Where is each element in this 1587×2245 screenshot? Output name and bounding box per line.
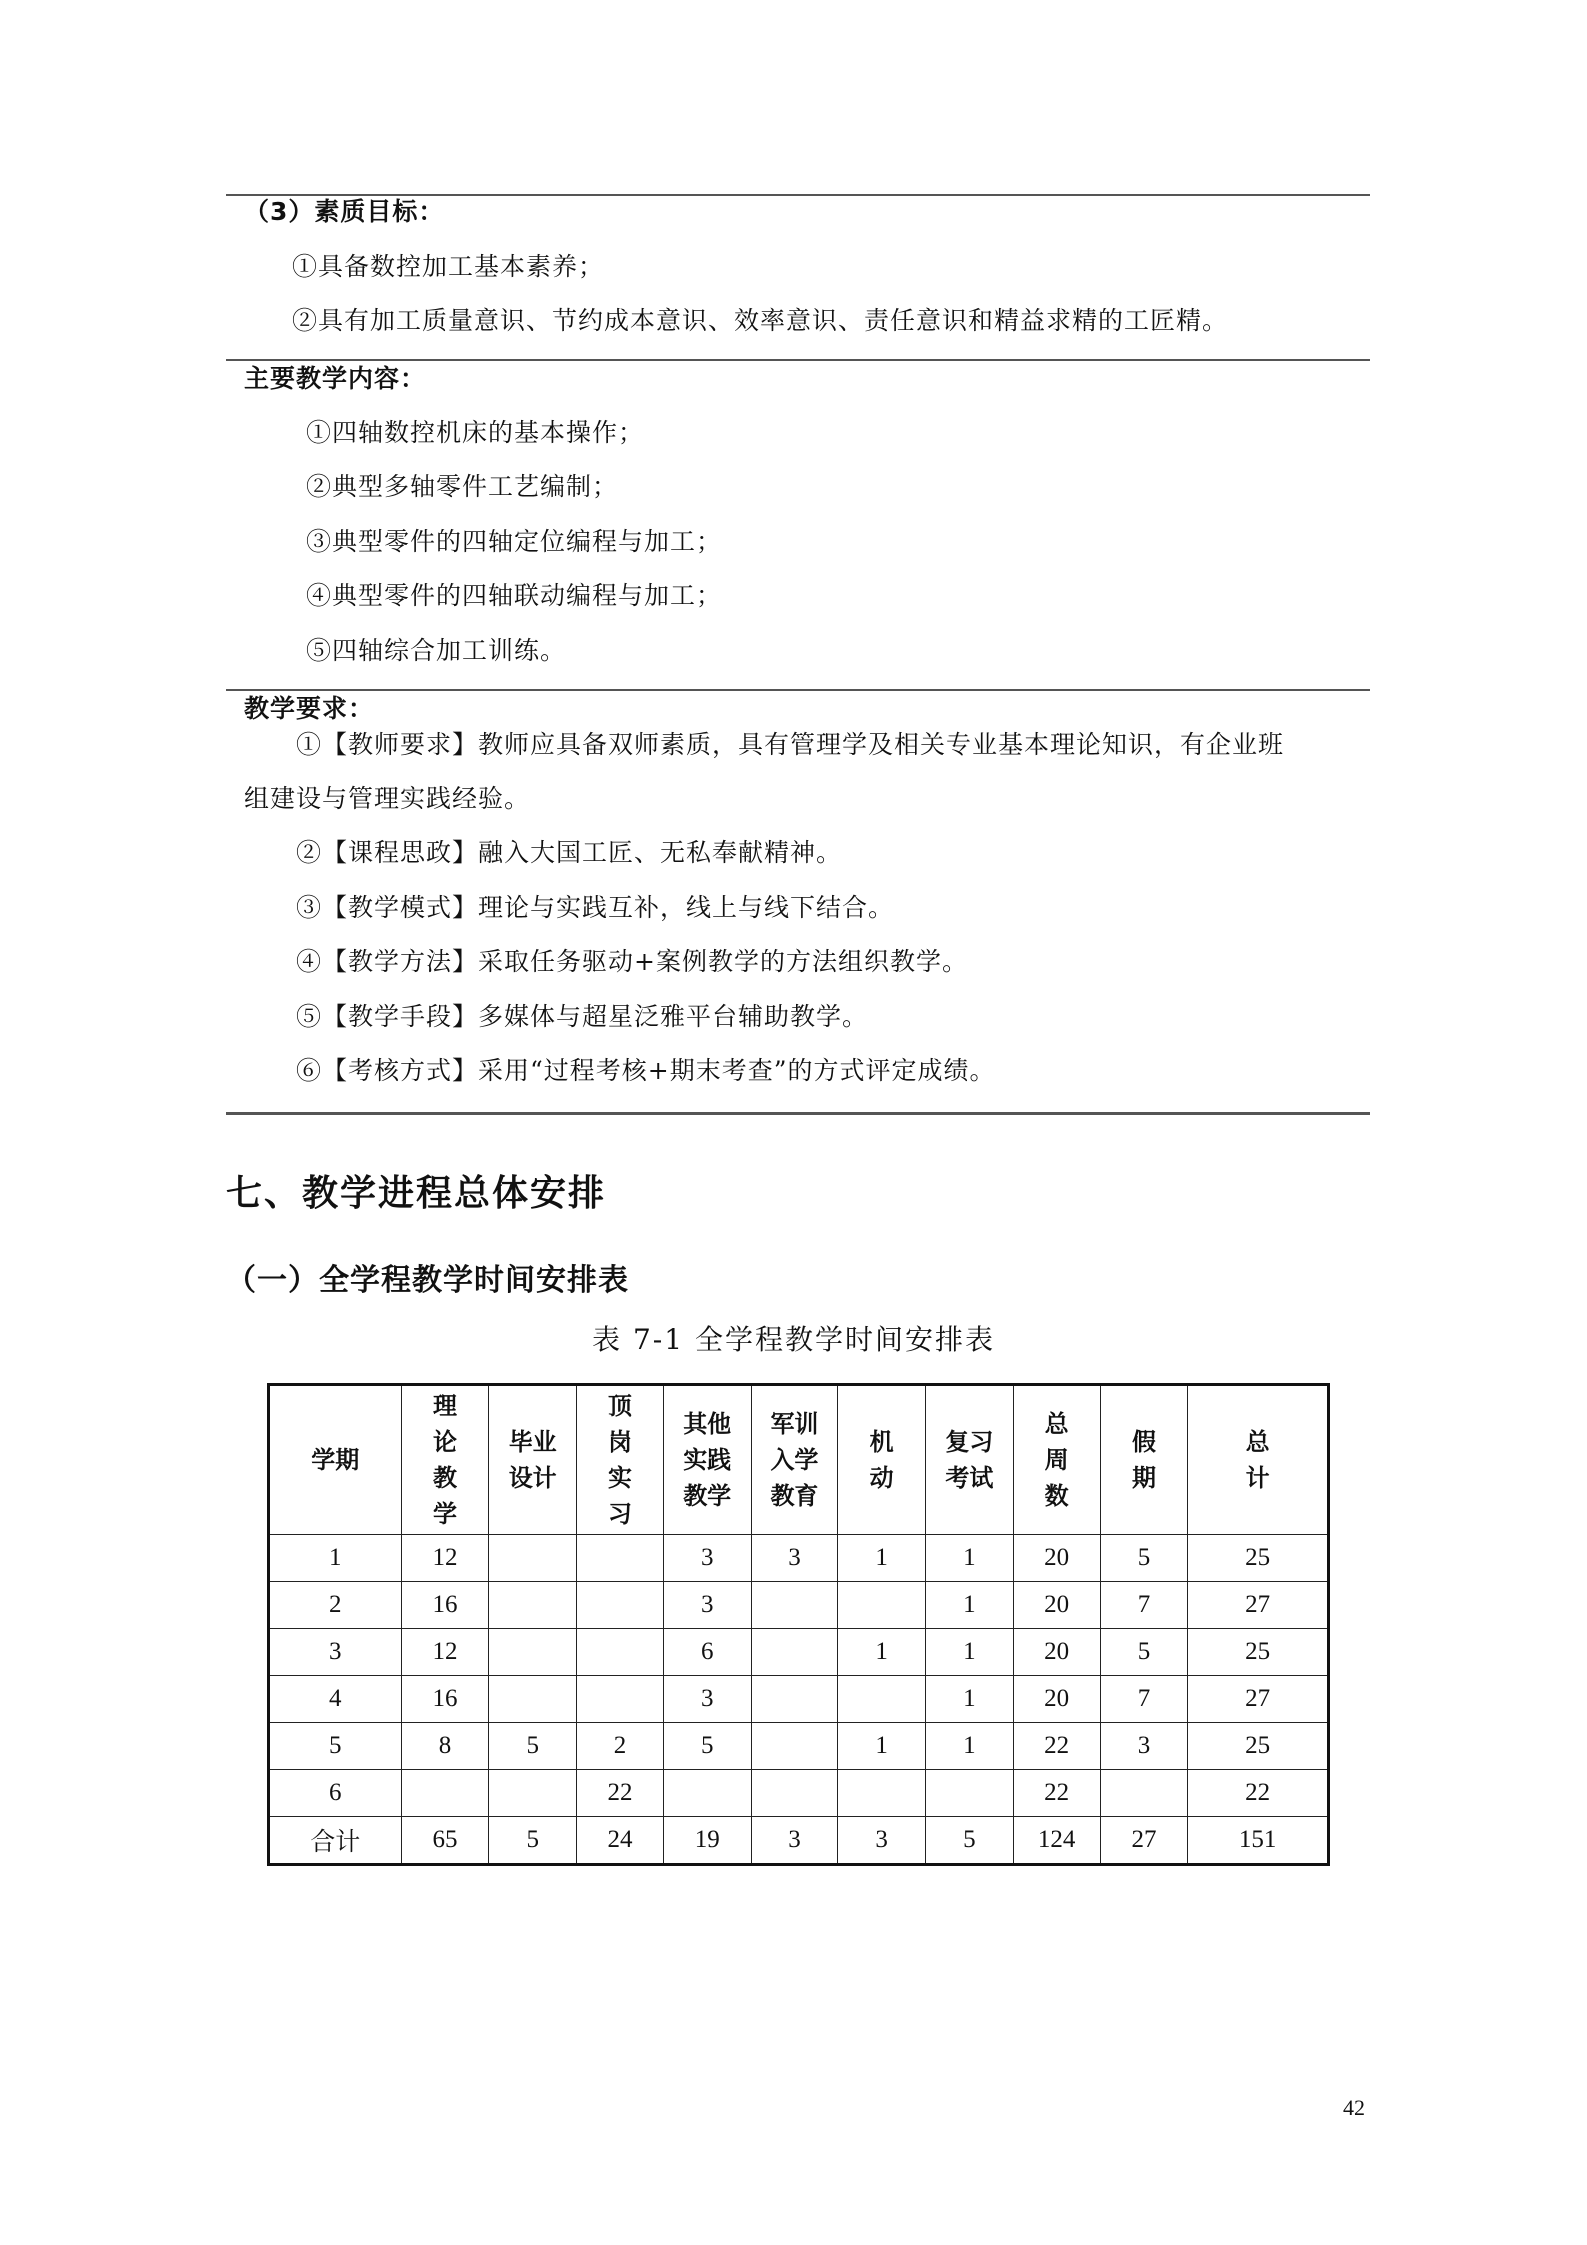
table-cell: 5 [926, 1817, 1014, 1865]
table-cell: 1 [838, 1629, 926, 1676]
table-cell: 3 [751, 1535, 838, 1582]
table-header-row [269, 1385, 1329, 1535]
content-item: ⑤四轴综合加工训练。 [306, 636, 567, 665]
table-row [269, 1723, 1329, 1770]
table-cell: 27 [1188, 1582, 1329, 1629]
table-cell [838, 1770, 926, 1817]
table-cell: 5 [489, 1817, 577, 1865]
table-cell: 20 [1013, 1535, 1100, 1582]
table-cell [489, 1770, 577, 1817]
table-cell: 1 [926, 1723, 1014, 1770]
requirement-item: ③【教学模式】理论与实践互补，线上与线下结合。 [296, 893, 895, 922]
table-cell [838, 1582, 926, 1629]
table-cell: 16 [401, 1676, 489, 1723]
requirement-item: ⑥【考核方式】采用“过程考核+期末考查”的方式评定成绩。 [296, 1056, 996, 1085]
table-cell: 22 [1013, 1770, 1100, 1817]
table-cell: 5 [1100, 1535, 1188, 1582]
header-other-practice: 其他 实践 教学 [663, 1385, 751, 1535]
table-cell: 151 [1188, 1817, 1329, 1865]
table-cell: 5 [489, 1723, 577, 1770]
table-cell: 6 [269, 1770, 402, 1817]
table-cell: 2 [577, 1723, 664, 1770]
content-item: ①四轴数控机床的基本操作； [306, 418, 645, 447]
table-cell [489, 1676, 577, 1723]
table-cell [751, 1676, 838, 1723]
table-cell [751, 1770, 838, 1817]
table-cell: 12 [401, 1535, 489, 1582]
table-cell: 20 [1013, 1629, 1100, 1676]
table-cell: 3 [663, 1535, 751, 1582]
table-row [269, 1535, 1329, 1582]
table-cell: 27 [1100, 1817, 1188, 1865]
table-cell: 3 [663, 1582, 751, 1629]
table-cell: 1 [838, 1723, 926, 1770]
table-cell: 19 [663, 1817, 751, 1865]
table-cell [751, 1723, 838, 1770]
requirement-item: ②【课程思政】融入大国工匠、无私奉献精神。 [296, 838, 843, 867]
table-cell: 5 [663, 1723, 751, 1770]
table-cell [489, 1582, 577, 1629]
table-cell: 124 [1013, 1817, 1100, 1865]
table-cell: 12 [401, 1629, 489, 1676]
table-cell [1100, 1770, 1188, 1817]
table-row [269, 1582, 1329, 1629]
header-semester: 学期 [269, 1385, 402, 1535]
table-cell [577, 1582, 664, 1629]
table-row [269, 1676, 1329, 1723]
table-cell: 5 [1100, 1629, 1188, 1676]
header-internship: 顶 岗 实 习 [577, 1385, 664, 1535]
header-flexible: 机 动 [838, 1385, 926, 1535]
header-theory: 理 论 教 学 [401, 1385, 489, 1535]
table-cell: 合计 [269, 1817, 402, 1865]
table-cell: 3 [663, 1676, 751, 1723]
requirement-item: ⑤【教学手段】多媒体与超星泛雅平台辅助教学。 [296, 1002, 869, 1031]
table-cell: 27 [1188, 1676, 1329, 1723]
table-cell: 4 [269, 1676, 402, 1723]
table-cell: 2 [269, 1582, 402, 1629]
header-total: 总 计 [1188, 1385, 1329, 1535]
table-cell: 7 [1100, 1582, 1188, 1629]
table-cell: 7 [1100, 1676, 1188, 1723]
table-cell: 65 [401, 1817, 489, 1865]
table-cell: 22 [1013, 1723, 1100, 1770]
quality-item: ①具备数控加工基本素养； [292, 252, 605, 281]
section-divider [226, 689, 1370, 691]
table-cell [838, 1676, 926, 1723]
quality-item: ②具有加工质量意识、节约成本意识、效率意识、责任意识和精益求精的工匠精。 [292, 306, 1229, 335]
table-cell: 1 [269, 1535, 402, 1582]
header-vacation: 假 期 [1100, 1385, 1188, 1535]
table-cell: 3 [751, 1817, 838, 1865]
table-cell: 25 [1188, 1723, 1329, 1770]
header-exam: 复习 考试 [926, 1385, 1014, 1535]
header-total-weeks: 总 周 数 [1013, 1385, 1100, 1535]
table-cell: 6 [663, 1629, 751, 1676]
table-row [269, 1817, 1329, 1865]
content-heading: 主要教学内容： [244, 364, 427, 393]
requirement-item: ④【教学方法】采取任务驱动+案例教学的方法组织教学。 [296, 947, 968, 976]
content-item: ④典型零件的四轴联动编程与加工； [306, 581, 723, 610]
table-cell: 25 [1188, 1629, 1329, 1676]
table-cell: 5 [269, 1723, 402, 1770]
table-cell [489, 1629, 577, 1676]
table-cell: 1 [838, 1535, 926, 1582]
schedule-table [267, 1383, 1330, 1866]
table-cell: 1 [926, 1629, 1014, 1676]
table-cell [577, 1535, 664, 1582]
table-cell [751, 1629, 838, 1676]
table-row [269, 1629, 1329, 1676]
header-military-training: 军训 入学 教育 [751, 1385, 838, 1535]
table-cell: 3 [838, 1817, 926, 1865]
table-caption: 表 7-1 全学程教学时间安排表 [592, 1323, 995, 1356]
table-cell: 22 [577, 1770, 664, 1817]
table-cell: 8 [401, 1723, 489, 1770]
table-cell [751, 1582, 838, 1629]
table-cell: 25 [1188, 1535, 1329, 1582]
page-number: 42 [1343, 2095, 1365, 2120]
table-cell: 22 [1188, 1770, 1329, 1817]
table-cell: 16 [401, 1582, 489, 1629]
header-graduation-design: 毕业 设计 [489, 1385, 577, 1535]
table-cell [401, 1770, 489, 1817]
requirement-item: ①【教师要求】教师应具备双师素质，具有管理学及相关专业基本理论知识，有企业班 [296, 730, 1285, 759]
section-divider-bottom [226, 1112, 1370, 1115]
table-cell [663, 1770, 751, 1817]
table-cell [926, 1770, 1014, 1817]
table-cell [577, 1676, 664, 1723]
quality-heading: （3）素质目标： [244, 197, 445, 226]
subsection-title: （一）全学程教学时间安排表 [226, 1263, 629, 1298]
table-cell: 1 [926, 1535, 1014, 1582]
table-cell: 20 [1013, 1582, 1100, 1629]
table-row [269, 1770, 1329, 1817]
section-divider [226, 359, 1370, 361]
content-item: ③典型零件的四轴定位编程与加工； [306, 527, 723, 556]
table-cell [577, 1629, 664, 1676]
table-cell: 24 [577, 1817, 664, 1865]
table-cell: 1 [926, 1582, 1014, 1629]
table-cell: 1 [926, 1676, 1014, 1723]
section-title: 七、教学进程总体安排 [226, 1173, 607, 1214]
table-cell: 20 [1013, 1676, 1100, 1723]
requirement-item-continued: 组建设与管理实践经验。 [244, 784, 531, 813]
content-item: ②典型多轴零件工艺编制； [306, 472, 619, 501]
table-cell [489, 1535, 577, 1582]
table-cell: 3 [1100, 1723, 1188, 1770]
table-cell: 3 [269, 1629, 402, 1676]
requirements-heading: 教学要求： [244, 694, 375, 723]
